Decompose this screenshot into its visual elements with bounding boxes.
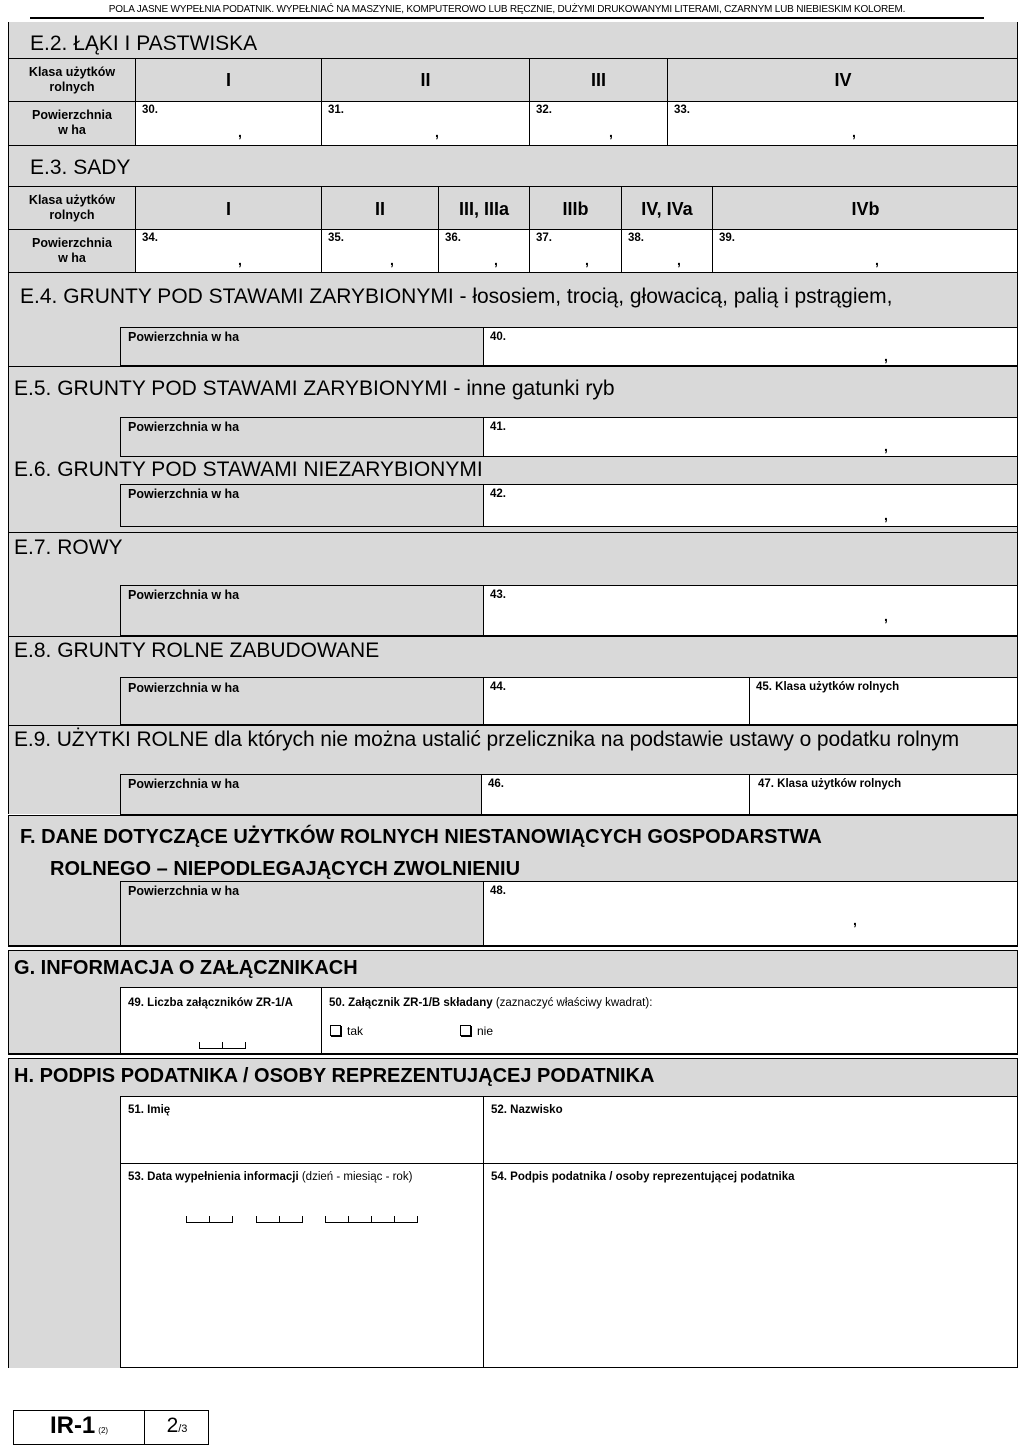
field-49[interactable] (121, 988, 322, 1053)
count-box-1 (199, 1042, 222, 1049)
option-nie-label: nie (477, 1024, 494, 1038)
e6-title: E.6. GRUNTY POD STAWAMI NIEZARYBIONYMI (14, 458, 483, 481)
e3-class-ivb: IVb (851, 199, 880, 219)
field-35[interactable] (322, 230, 438, 272)
e3-class-iv-iva: IV, IVa (641, 199, 693, 219)
decimal-comma: , (884, 438, 888, 454)
decimal-comma: , (609, 124, 613, 140)
field-45[interactable] (749, 678, 1017, 724)
field-36-label: 36. (445, 232, 461, 244)
decimal-comma: , (238, 252, 242, 268)
field-37-label: 37. (536, 232, 552, 244)
field-39[interactable] (713, 230, 1017, 272)
field-38[interactable] (622, 230, 712, 272)
f-title-line1 (20, 826, 822, 849)
field-49-label: 49. Liczba załączników ZR-1/A (128, 997, 293, 1009)
g-letter: G (14, 957, 30, 979)
field-53-label (128, 1171, 412, 1183)
date-year-3 (371, 1216, 394, 1223)
field-34-label: 34. (142, 232, 158, 244)
e5-area-label: Powierzchnia w ha (128, 420, 240, 434)
footer-form: IR-1 (49, 1412, 96, 1439)
h-title-text: . PODPIS PODATNIKA / OSOBY REPREZENTUJĄCEJ PODATNIKA (28, 1065, 655, 1087)
field-51[interactable] (121, 1097, 483, 1163)
e9-area-label: Powierzchnia w ha (128, 777, 240, 791)
field-37[interactable] (530, 230, 621, 272)
field-31[interactable] (322, 102, 529, 145)
option-tak-label: tak (347, 1024, 364, 1038)
top-notice: POLA JASNE WYPEŁNIA PODATNIK. WYPEŁNIAĆ NA MASZYNIE, KOMPUTEROWO LUB RĘCZNIE, DUŻYMI DRUKOWANYMI LITERAMI, CZARNYM LUB NIEBIESKIM KOLOREM. (108, 4, 906, 15)
decimal-comma: , (884, 348, 888, 364)
e6-area-label: Powierzchnia w ha (128, 487, 240, 501)
date-month-1 (256, 1216, 279, 1223)
date-day-1 (186, 1216, 209, 1223)
field-52-label: 52. Nazwisko (491, 1104, 563, 1116)
e3-class-iiib: IIIb (562, 199, 589, 219)
field-43[interactable] (483, 586, 1017, 635)
field-33-label: 33. (674, 104, 690, 116)
field-53-note: (dzień - miesiąc - rok) (298, 1171, 413, 1183)
field-51-label: 51. Imię (128, 1104, 171, 1116)
e5-title: E.5. GRUNTY POD STAWAMI ZARYBIONYMI - inne gatunki ryb (14, 377, 615, 400)
date-year-2 (348, 1216, 371, 1223)
field-47-label: 47. Klasa użytków rolnych (758, 778, 902, 790)
h-letter: H (14, 1065, 29, 1087)
field-48[interactable] (483, 882, 1017, 945)
field-50-bold: 50. Załącznik ZR-1/B składany (329, 997, 493, 1009)
e7-area-label: Powierzchnia w ha (128, 588, 240, 602)
decimal-comma: , (390, 252, 394, 268)
g-title (14, 957, 358, 980)
decimal-comma: , (238, 124, 242, 140)
field-32[interactable] (530, 102, 667, 145)
checkbox-icon[interactable] (330, 1025, 341, 1036)
footer-page-total: /3 (178, 1423, 188, 1435)
field-30-label: 30. (142, 104, 158, 116)
h-title (14, 1065, 654, 1088)
field-33[interactable] (668, 102, 1017, 145)
e2-class-i: I (225, 70, 231, 90)
date-year-1 (325, 1216, 348, 1223)
e2-class-iii: III (590, 70, 606, 90)
field-36[interactable] (439, 230, 529, 272)
field-30[interactable] (136, 102, 321, 145)
footer-form-version: (2) (98, 1426, 109, 1435)
field-45-label: 45. Klasa użytków rolnych (756, 681, 900, 693)
e2-hdr-top (8, 58, 1018, 59)
e8-area-label: Powierzchnia w ha (128, 681, 240, 695)
decimal-comma: , (677, 252, 681, 268)
field-32-label: 32. (536, 104, 552, 116)
top-rule (30, 17, 984, 19)
e3-class-label: Klasa użytków rolnych (28, 193, 116, 222)
decimal-comma: , (435, 124, 439, 140)
field-53[interactable] (121, 1164, 483, 1367)
field-53-bold: 53. Data wypełnienia informacji (128, 1171, 299, 1183)
field-46[interactable] (481, 775, 750, 814)
e2-area-label: Powierzchnia w ha (32, 108, 112, 137)
field-42-label: 42. (490, 488, 506, 500)
field-42[interactable] (483, 485, 1017, 526)
decimal-comma: , (875, 252, 879, 268)
field-31-label: 31. (328, 104, 344, 116)
field-47[interactable] (749, 775, 1017, 814)
date-month-2 (279, 1216, 302, 1223)
e3-title: E.3. SADY (30, 156, 131, 179)
field-46-label: 46. (488, 778, 504, 790)
f-letter: F (20, 826, 30, 848)
footer-form-id (14, 1412, 144, 1440)
field-39-label: 39. (719, 232, 735, 244)
field-40[interactable] (483, 328, 1017, 365)
field-54[interactable] (483, 1164, 1017, 1367)
field-40-label: 40. (490, 331, 506, 343)
f-title-line2: ROLNEGO – NIEPODLEGAJĄCYCH ZWOLNIENIU (50, 858, 521, 880)
field-50-label (329, 997, 652, 1009)
e2-class-ii: II (420, 70, 431, 90)
decimal-comma: , (585, 252, 589, 268)
f-title-text: . DANE DOTYCZĄCE UŻYTKÓW ROLNYCH NIESTANOWIĄCYCH GOSPODARSTWA (30, 826, 822, 848)
e3-class-ii: II (374, 199, 385, 219)
field-50-note: (zaznaczyć właściwy kwadrat): (492, 997, 653, 1009)
field-44[interactable] (483, 678, 750, 724)
e8-title: E.8. GRUNTY ROLNE ZABUDOWANE (14, 639, 380, 662)
decimal-comma: , (494, 252, 498, 268)
field-35-label: 35. (328, 232, 344, 244)
field-41[interactable] (483, 418, 1017, 456)
e7-title: E.7. ROWY (14, 536, 123, 559)
field-38-label: 38. (628, 232, 644, 244)
decimal-comma: , (853, 912, 857, 928)
date-day-2 (209, 1216, 232, 1223)
e4-title: E.4. GRUNTY POD STAWAMI ZARYBIONYMI - łososiem, trocią, głowacicą, palią i pstrągiem, (20, 285, 893, 308)
date-year-4 (394, 1216, 417, 1223)
e3-class-i: I (225, 199, 231, 219)
g-title-text: . INFORMACJA O ZAŁĄCZNIKACH (29, 957, 358, 979)
footer-page-num: 2 (166, 1414, 179, 1437)
e3-area-label: Powierzchnia w ha (32, 236, 112, 265)
e2-class-iv: IV (834, 70, 852, 90)
f-area-label: Powierzchnia w ha (128, 884, 240, 898)
field-43-label: 43. (490, 589, 506, 601)
e4-area-label: Powierzchnia w ha (128, 330, 240, 344)
footer-page (145, 1414, 209, 1438)
decimal-comma: , (852, 124, 856, 140)
field-44-label: 44. (490, 681, 506, 693)
field-50 (322, 988, 1017, 1053)
e3-class-iii-iiia: III, IIIa (458, 199, 510, 219)
field-48-label: 48. (490, 885, 506, 897)
field-41-label: 41. (490, 421, 506, 433)
option-nie[interactable] (460, 1024, 493, 1038)
count-box-2 (222, 1042, 245, 1049)
checkbox-icon[interactable] (460, 1025, 471, 1036)
decimal-comma: , (884, 507, 888, 523)
option-tak[interactable] (330, 1024, 363, 1038)
decimal-comma: , (884, 608, 888, 624)
e9-title: E.9. UŻYTKI ROLNE dla których nie można ustalić przelicznika na podstawie ustawy o podatku rolnym (14, 728, 960, 751)
e2-class-label: Klasa użytków rolnych (28, 65, 116, 94)
field-34[interactable] (136, 230, 321, 272)
field-52[interactable] (483, 1097, 1017, 1163)
field-54-label: 54. Podpis podatnika / osoby reprezentującej podatnika (491, 1171, 795, 1183)
e2-title: E.2. ŁĄKI I PASTWISKA (30, 32, 258, 55)
